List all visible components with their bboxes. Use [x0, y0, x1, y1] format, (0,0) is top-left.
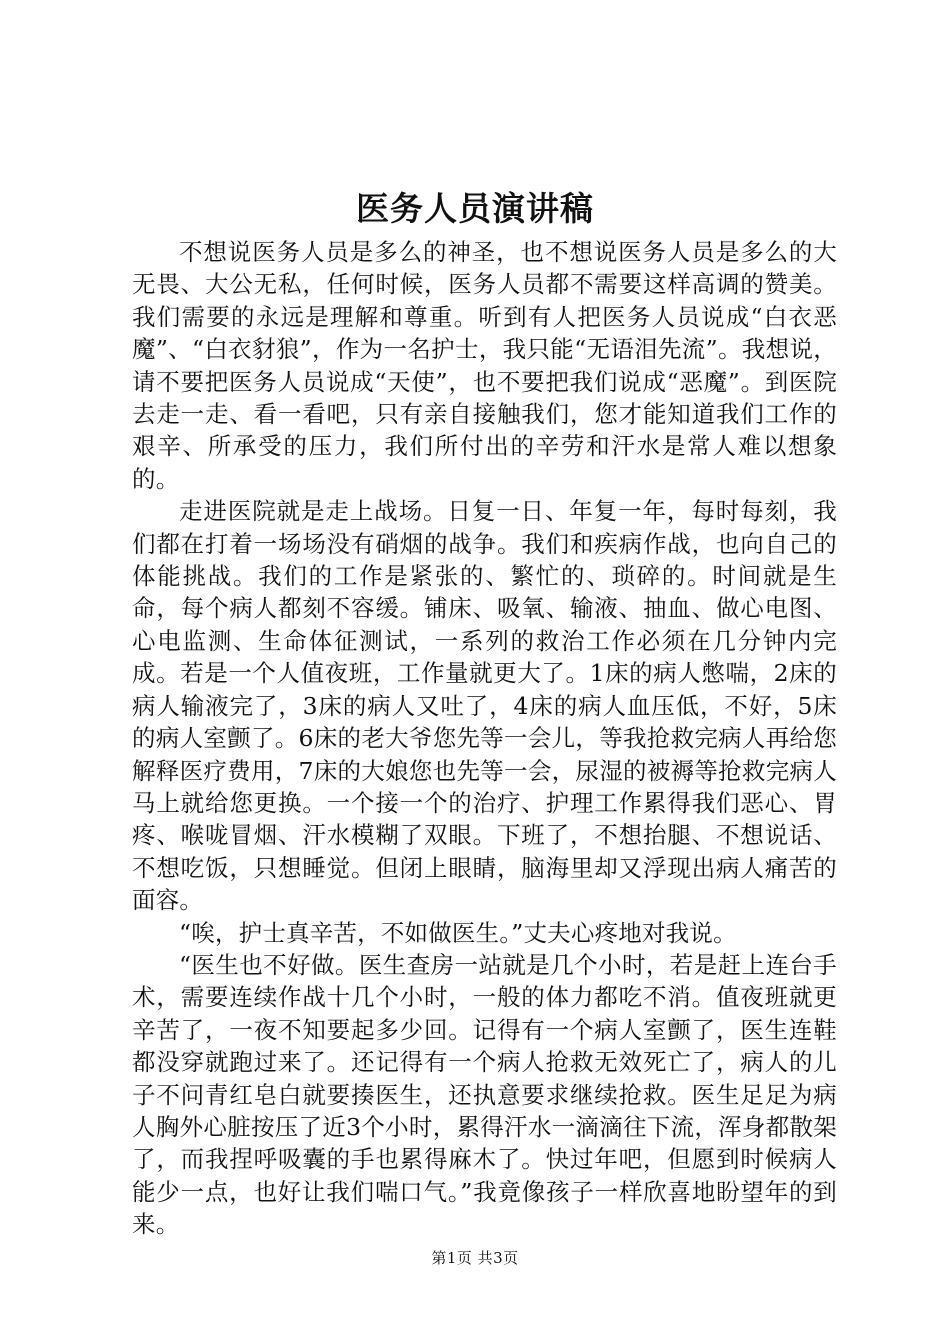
paragraph: “医生也不好做。医生查房一站就是几个小时，若是赶上连台手术，需要连续作战十几个小时，一般的体力都吃不消。值夜班就更辛苦了，一夜不知要起多少回。记得有一个病人室颤了，医生连鞋都没穿就跑过来了。还记得有一个病人抢救无效死亡了，病人的儿子不问青红皂白就要揍医生，还执意要求继续抢救。医生足足为病人胸外心脏按压了近3个小时，累得汗水一滴滴往下流，浑身都散架了，而我捏呼吸囊的手也累得麻木了。快过年吧，但愿到时候病人能少一点，也好让我们喘口气。”我竟像孩子一样欣喜地盼望年的到来。 [132, 950, 837, 1239]
document-title: 医务人员演讲稿 [356, 189, 594, 228]
paragraph: 不想说医务人员是多么的神圣，也不想说医务人员是多么的大无畏、大公无私，任何时候，医务人员都不需要这样高调的赞美。我们需要的永远是理解和尊重。听到有人把医务人员说成“白衣恶魔”、“白衣豺狼”，作为一名护士，我只能“无语泪先流”。我想说，请不要把医务人员说成“天使”，也不要把我们说成“恶魔”。到医院去走一走、看一看吧，只有亲自接触我们，您才能知道我们工作的艰辛、所承受的压力，我们所付出的辛劳和汗水是常人难以想象的。 [132, 238, 837, 493]
paragraph: 走进医院就是走上战场。日复一日、年复一年，每时每刻，我们都在打着一场场没有硝烟的战争。我们和疾病作战，也向自己的体能挑战。我们的工作是紧张的、繁忙的、琐碎的。时间就是生命，每个病人都刻不容缓。铺床、吸氧、输液、抽血、做心电图、心电监测、生命体征测试，一系列的救治工作必须在几分钟内完成。若是一个人值夜班，工作量就更大了。1床的病人憋喘，2床的病人输液完了，3床的病人又吐了，4床的病人血压低，不好，5床的病人室颤了。6床的老大爷您先等一会儿，等我抢救完病人再给您解释医疗费用，7床的大娘您也先等一会，尿湿的被褥等抢救完病人马上就给您更换。一个接一个的治疗、护理工作累得我们恶心、胃疼、喉咙冒烟、汗水模糊了双眼。下班了，不想抬腿、不想说话、不想吃饭，只想睡觉。但闭上眼睛，脑海里却又浮现出病人痛苦的面容。 [132, 497, 837, 915]
paragraph: “唉，护士真辛苦，不如做医生。”丈夫心疼地对我说。 [179, 918, 737, 947]
page-footer: 第1页 共3页 [431, 1249, 519, 1267]
document-body [132, 236, 837, 1241]
